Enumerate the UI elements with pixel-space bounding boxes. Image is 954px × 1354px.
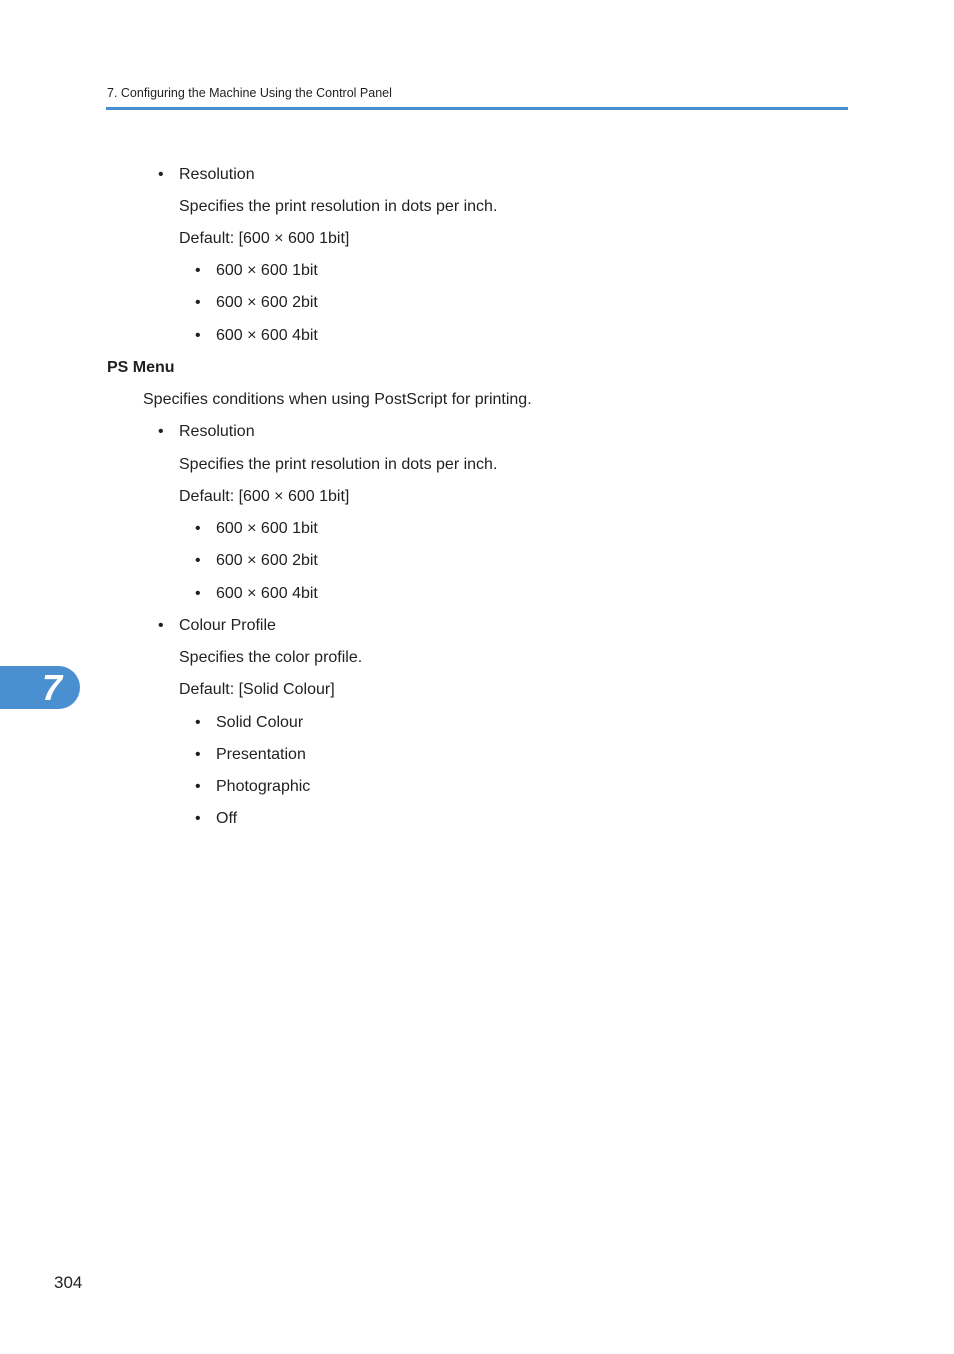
setting-description: Specifies the print resolution in dots per inch. — [179, 198, 498, 215]
bullet-icon: • — [158, 423, 164, 440]
option-item: Solid Colour — [216, 714, 304, 731]
bullet-icon: • — [158, 166, 164, 183]
bullet-icon: • — [158, 617, 164, 634]
bullet-icon: • — [195, 262, 201, 279]
option-item: 600 × 600 4bit — [216, 327, 318, 344]
header-rule — [106, 107, 848, 110]
option-item: 600 × 600 2bit — [216, 552, 318, 569]
setting-description: Specifies the color profile. — [179, 649, 363, 666]
option-item: 600 × 600 1bit — [216, 262, 318, 279]
bullet-icon: • — [195, 294, 201, 311]
bullet-icon: • — [195, 810, 201, 827]
chapter-number: 7 — [42, 667, 63, 708]
bullet-icon: • — [195, 585, 201, 602]
setting-default: Default: [600 × 600 1bit] — [179, 488, 350, 505]
running-header: 7. Configuring the Machine Using the Control Panel — [107, 86, 392, 100]
setting-label: Resolution — [179, 423, 255, 440]
setting-label: Resolution — [179, 166, 255, 183]
option-item: Off — [216, 810, 238, 827]
page-number: 304 — [54, 1273, 83, 1292]
section-heading: PS Menu — [107, 359, 175, 376]
setting-default: Default: [600 × 600 1bit] — [179, 230, 350, 247]
section-description: Specifies conditions when using PostScript for printing. — [143, 391, 532, 408]
option-item: Presentation — [216, 746, 306, 763]
setting-description: Specifies the print resolution in dots per inch. — [179, 456, 498, 473]
option-item: 600 × 600 4bit — [216, 585, 318, 602]
bullet-icon: • — [195, 520, 201, 537]
option-item: 600 × 600 2bit — [216, 294, 318, 311]
setting-default: Default: [Solid Colour] — [179, 681, 335, 698]
bullet-icon: • — [195, 327, 201, 344]
option-item: 600 × 600 1bit — [216, 520, 318, 537]
setting-label: Colour Profile — [179, 617, 276, 634]
bullet-icon: • — [195, 714, 201, 731]
bullet-icon: • — [195, 552, 201, 569]
bullet-icon: • — [195, 746, 201, 763]
chapter-tab — [0, 666, 80, 709]
bullet-icon: • — [195, 778, 201, 795]
option-item: Photographic — [216, 778, 311, 795]
